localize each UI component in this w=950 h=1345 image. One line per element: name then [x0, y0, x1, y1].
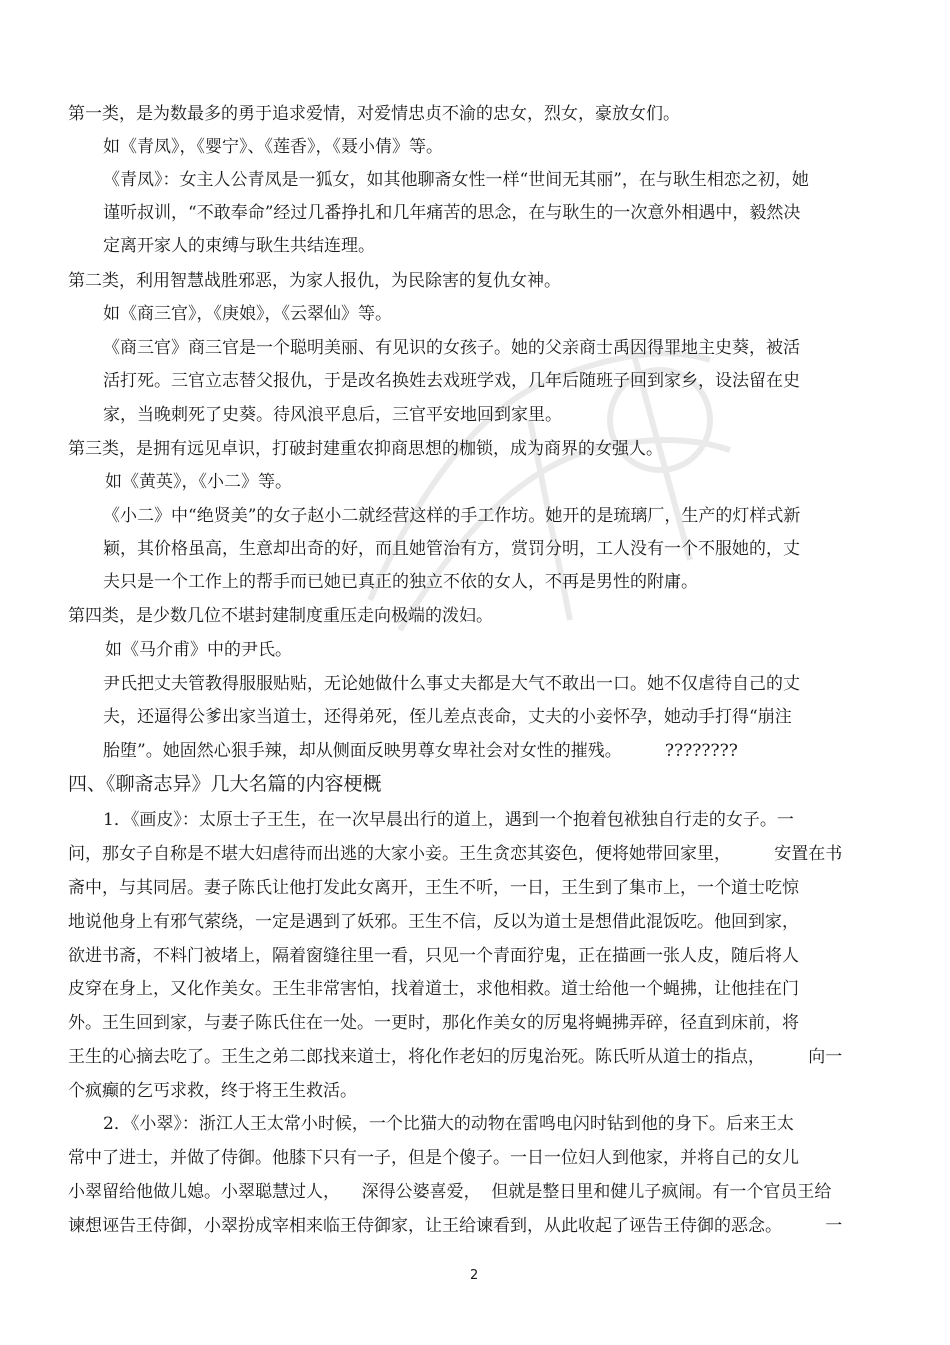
text-line: 小翠留给他做儿媳。小翠聪慧过人， 深得公婆喜爱， 但就是整日里和健儿子疯闹。有一个官员王给	[68, 1182, 832, 1202]
text-line: 夫只是一个工作上的帮手而已她已真正的独立不依的女人，不再是男性的附庸。	[103, 572, 698, 592]
text-line: 尹氏把丈夫管教得服服贴贴，无论她做什么事丈夫都是大气不敢出一口。她不仅虐待自己的丈	[103, 674, 800, 694]
text-line: 1．《画皮》：太原士子王生，在一次早晨出行的道上，遇到一个抱着包袱独自行走的女子。一	[103, 810, 794, 830]
text-line: 胎堕”。她固然心狠手辣，却从侧面反映男尊女卑社会对女性的摧残。 ????????	[103, 741, 738, 761]
text-line: 第二类，利用智慧战胜邪恶，为家人报仇，为民除害的复仇女神。	[68, 271, 561, 291]
text-line: 谏想诬告王侍御，小翠扮成宰相来临王侍御家，让王给谏看到，从此收起了诬告王侍御的恶念。 一	[68, 1216, 843, 1236]
text-line: 家，当晚刺死了史葵。待风浪平息后，三官平安地回到家里。	[103, 405, 562, 425]
text-line: 活打死。三官立志替父报仇，于是改名换姓去戏班学戏，几年后随班子回到家乡，设法留在史	[103, 371, 800, 391]
text-line: 第三类，是拥有远见卓识，打破封建重农抑商思想的枷锁，成为商界的女强人。	[68, 439, 663, 459]
text-line: 皮穿在身上，又化作美女。王生非常害怕，找着道士，求他相救。道士给他一个蝇拂，让他挂在门	[68, 979, 799, 999]
text-line: 地说他身上有邪气萦绕，一定是遇到了妖邪。王生不信，反以为道士是想借此混饭吃。他回到家，	[68, 912, 799, 932]
text-line: 《青凤》：女主人公青凤是一狐女，如其他聊斋女性一样“世间无其丽”，在与耿生相恋之初，她	[103, 170, 809, 190]
text-line: 《商三官》商三官是一个聪明美丽、有见识的女孩子。她的父亲商士禹因得罪地主史葵，被活	[103, 338, 800, 358]
text-line: 如《青凤》，《婴宁》、《莲香》，《聂小倩》等。	[103, 137, 443, 157]
text-line: 王生的心摘去吃了。王生之弟二郎找来道士，将化作老妇的厉鬼治死。陈氏听从道士的指点， 向一	[68, 1047, 843, 1067]
text-line: 如《黄英》，《小二》等。	[105, 472, 292, 492]
text-line: 谨听叔训，“不敢奉命”经过几番挣扎和几年痛苦的思念，在与耿生的一次意外相遇中，毅然决	[103, 203, 801, 223]
text-line: 斋中，与其同居。妻子陈氏让他打发此女离开，王生不听，一日，王生到了集市上，一个道士吃惊	[68, 878, 799, 898]
text-line: 常中了进士，并做了侍御。他膝下只有一子，但是个傻子。一日一位妇人到他家，并将自己的女儿	[68, 1148, 799, 1168]
page-number: 2	[470, 1268, 479, 1283]
text-line: 问，那女子自称是不堪大妇虐待而出逃的大家小妾。王生贪恋其姿色，便将她带回家里， 安置在书	[68, 844, 843, 864]
text-line: 定离开家人的束缚与耿生共结连理。	[103, 236, 375, 256]
text-line: 欲进书斋，不料门被堵上，隔着窗缝往里一看，只见一个青面狞鬼，正在描画一张人皮，随后将人	[68, 946, 799, 966]
text-line: 《小二》中“绝贤美”的女子赵小二就经营这样的手工作坊。她开的是琉璃厂，生产的灯样式新	[103, 506, 801, 526]
text-line: 颖，其价格虽高，生意却出奇的好，而且她管治有方，赏罚分明，工人没有一个不服她的，丈	[103, 539, 800, 559]
section-heading: 四、《聊斋志异》几大名篇的内容梗概	[68, 773, 382, 795]
text-line: 如《马介甫》中的尹氏。	[105, 640, 292, 660]
text-line: 个疯癫的乞丐求救，终于将王生救活。	[68, 1081, 357, 1101]
text-line: 第四类，是少数几位不堪封建制度重压走向极端的泼妇。	[68, 606, 493, 626]
text-line: 如《商三官》，《庚娘》，《云翠仙》等。	[103, 304, 392, 324]
text-line: 夫，还逼得公爹出家当道士，还得弟死，侄儿差点丧命，丈夫的小妾怀孕，她动手打得“崩注	[103, 707, 792, 727]
text-line: 第一类，是为数最多的勇于追求爱情，对爱情忠贞不渝的忠女，烈女，豪放女们。	[68, 104, 680, 124]
text-line: 2．《小翠》：浙江人王太常小时候，一个比猫大的动物在雷鸣电闪时钻到他的身下。后来王太	[103, 1114, 794, 1134]
text-line: 外。王生回到家，与妻子陈氏住在一处。一更时，那化作美女的厉鬼将蝇拂弄碎，径直到床前，将	[68, 1013, 799, 1033]
